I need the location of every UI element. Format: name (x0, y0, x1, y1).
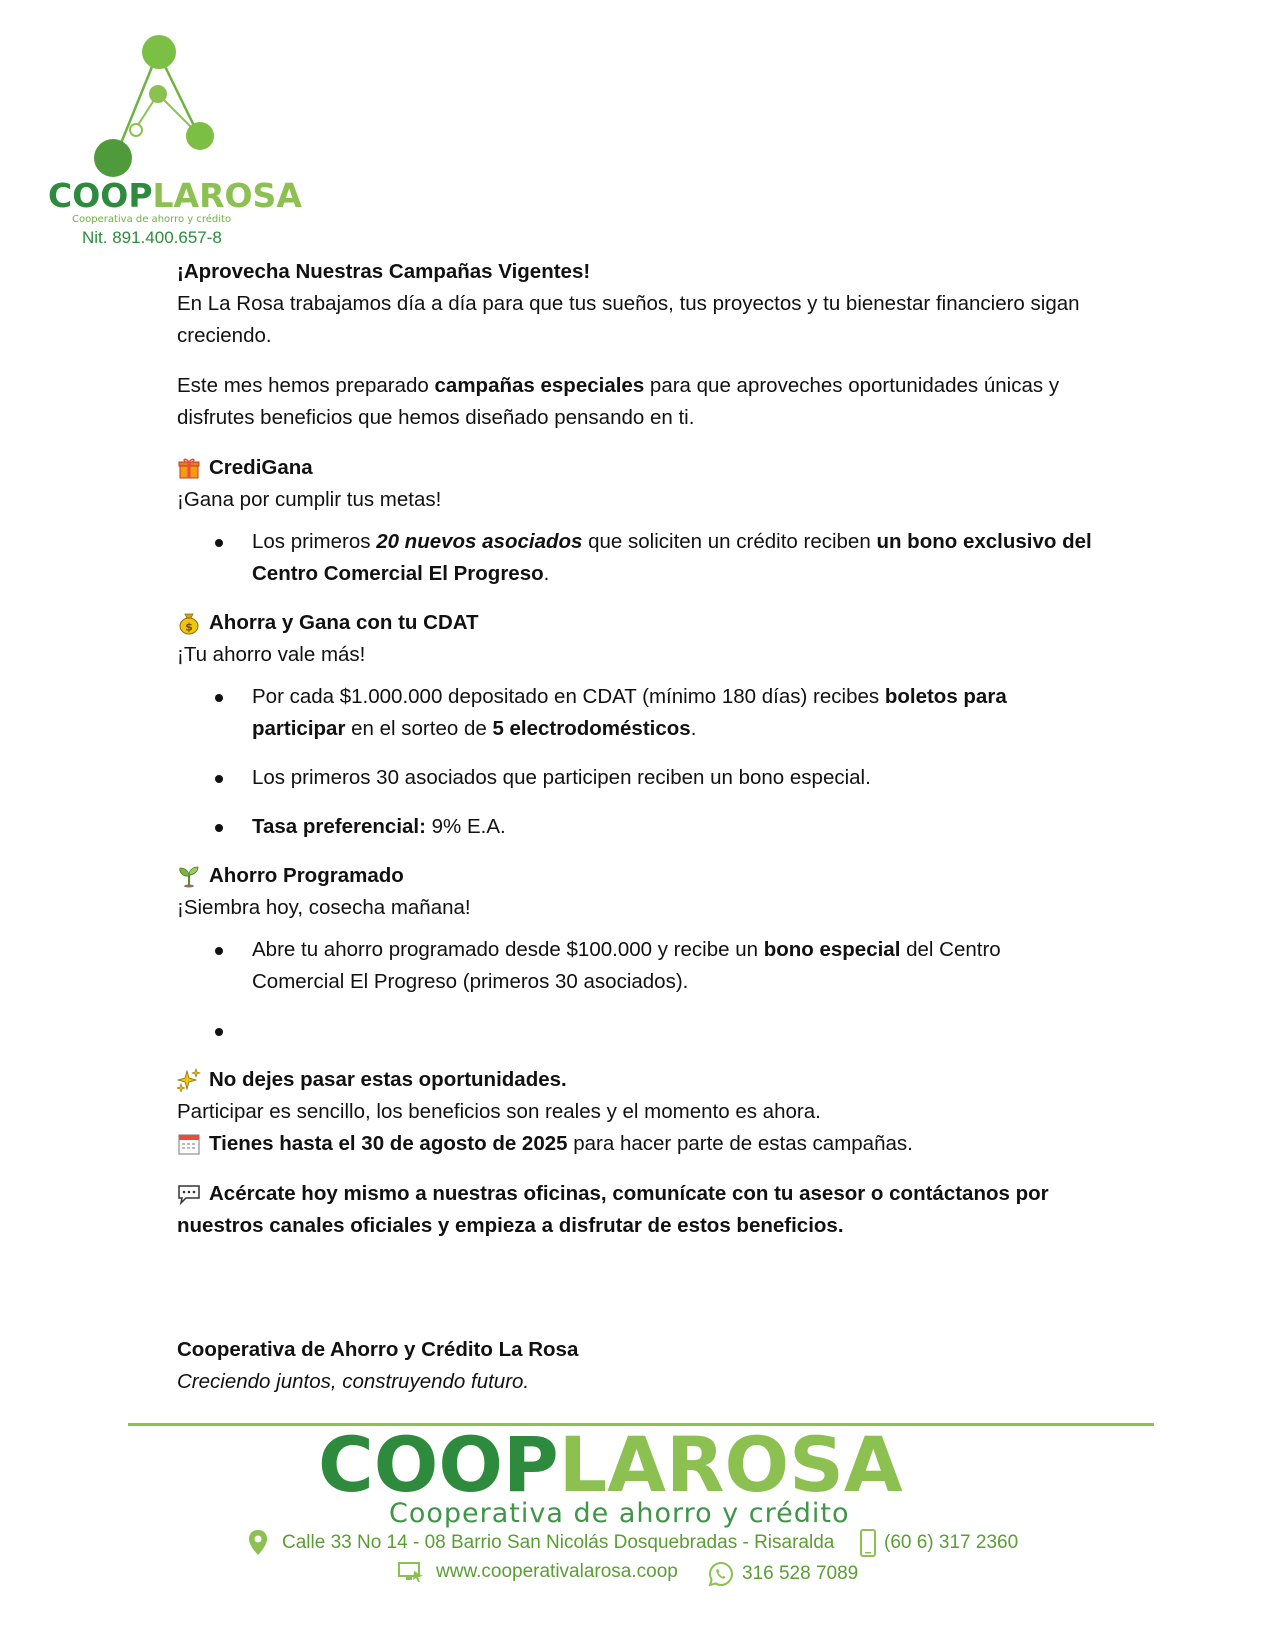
footer-brand-coop: COOP (318, 1420, 559, 1509)
header-nit: Nit. 891.400.657-8 (82, 228, 222, 247)
list-item: Los primeros 30 asociados que participen reciben un bono especial. (177, 762, 1097, 794)
intro-line-2: creciendo. (177, 324, 272, 347)
footer-address: Calle 33 No 14 - 08 Barrio San Nicolás Dosquebradas - Risaralda (282, 1532, 835, 1553)
list-item-empty (177, 1015, 1097, 1047)
footer-whatsapp-row (708, 1561, 858, 1587)
calendar-icon (177, 1132, 201, 1156)
speech-bubble-icon (177, 1182, 201, 1206)
credigana-title: CrediGana (209, 456, 313, 479)
footer-phone-row (860, 1529, 1018, 1557)
list-item: Abre tu ahorro programado desde $100.000 y recibe un bono especial del Centro Comercial El Progreso (primeros 30 asociados). (177, 934, 1097, 998)
header-tagline: Cooperativa de ahorro y crédito (72, 214, 232, 225)
cta-line-2: nuestros canales oficiales y empieza a disfrutar de estos beneficios. (177, 1214, 844, 1237)
programado-heading (177, 860, 1097, 892)
deadline-row (177, 1128, 1097, 1160)
footer-brand-larosa: LAROSA (558, 1420, 903, 1509)
intro-line-1: En La Rosa trabajamos día a día para que tus sueños, tus proyectos y tu bienestar financiero sigan (177, 292, 1080, 315)
footer-whatsapp: 316 528 7089 (742, 1563, 859, 1584)
programado-title: Ahorro Programado (209, 864, 404, 887)
list-item: Los primeros 20 nuevos asociados que soliciten un crédito reciben un bono exclusivo del Centro Comercial El Progreso. (177, 526, 1097, 590)
sparkles-icon (177, 1068, 201, 1092)
cta-line-1: Acércate hoy mismo a nuestras oficinas, comunícate con tu asesor o contáctanos por (177, 1178, 1097, 1210)
programado-list (177, 934, 1097, 1047)
deadline-text: Tienes hasta el 30 de agosto de 2025 para hacer parte de estas campañas. (209, 1132, 913, 1155)
credigana-list (177, 526, 1097, 590)
programado-subtitle: ¡Siembra hoy, cosecha mañana! (177, 896, 471, 919)
credigana-subtitle: ¡Gana por cumplir tus metas! (177, 488, 442, 511)
intro-paragraph-2-cont: disfrutes beneficios que hemos diseñado pensando en ti. (177, 406, 695, 429)
header-brand-coop: COOP (48, 176, 153, 215)
document-body (177, 256, 1097, 1242)
intro-paragraph-2: Este mes hemos preparado campañas especiales para que aproveches oportunidades únicas y (177, 374, 1060, 397)
footer-website-row (398, 1561, 678, 1583)
gift-icon (177, 456, 201, 480)
logo-molecule-icon (40, 30, 280, 200)
closing-line-1: Participar es sencillo, los beneficios son reales y el momento es ahora. (177, 1100, 821, 1123)
footer-website[interactable]: www.cooperativalarosa.coop (436, 1561, 678, 1582)
svg-text:$: $ (185, 620, 193, 634)
footer-brand (318, 1420, 903, 1510)
list-item: Tasa preferencial: 9% E.A. (177, 811, 1097, 843)
footer-tagline: Cooperativa de ahorro y crédito (389, 1498, 850, 1529)
seedling-icon (177, 864, 201, 888)
closing-title: No dejes pasar estas oportunidades. (209, 1068, 567, 1091)
header-brand-larosa: LAROSA (152, 176, 302, 215)
whatsapp-icon (708, 1561, 734, 1587)
computer-icon (398, 1561, 424, 1583)
cdat-title: Ahorra y Gana con tu CDAT (209, 611, 479, 634)
credigana-heading (177, 452, 1097, 484)
location-pin-icon (248, 1529, 268, 1557)
signature-org: Cooperativa de Ahorro y Crédito La Rosa (177, 1338, 579, 1361)
footer-address-row (248, 1529, 834, 1557)
signature-motto: Creciendo juntos, construyendo futuro. (177, 1370, 530, 1393)
cdat-list (177, 681, 1097, 843)
cdat-heading (177, 607, 1097, 639)
money-bag-icon (177, 611, 201, 635)
header-logo (40, 30, 302, 250)
header-brand (48, 178, 302, 214)
footer-phone: (60 6) 317 2360 (884, 1532, 1019, 1553)
cdat-subtitle: ¡Tu ahorro vale más! (177, 643, 366, 666)
closing-heading (177, 1064, 1097, 1096)
page-title: ¡Aprovecha Nuestras Campañas Vigentes! (177, 260, 591, 283)
list-item: Por cada $1.000.000 depositado en CDAT (mínimo 180 días) recibes boletos para participar en el sorteo de 5 electrodomésticos. (177, 681, 1097, 745)
mobile-phone-icon (860, 1529, 876, 1557)
